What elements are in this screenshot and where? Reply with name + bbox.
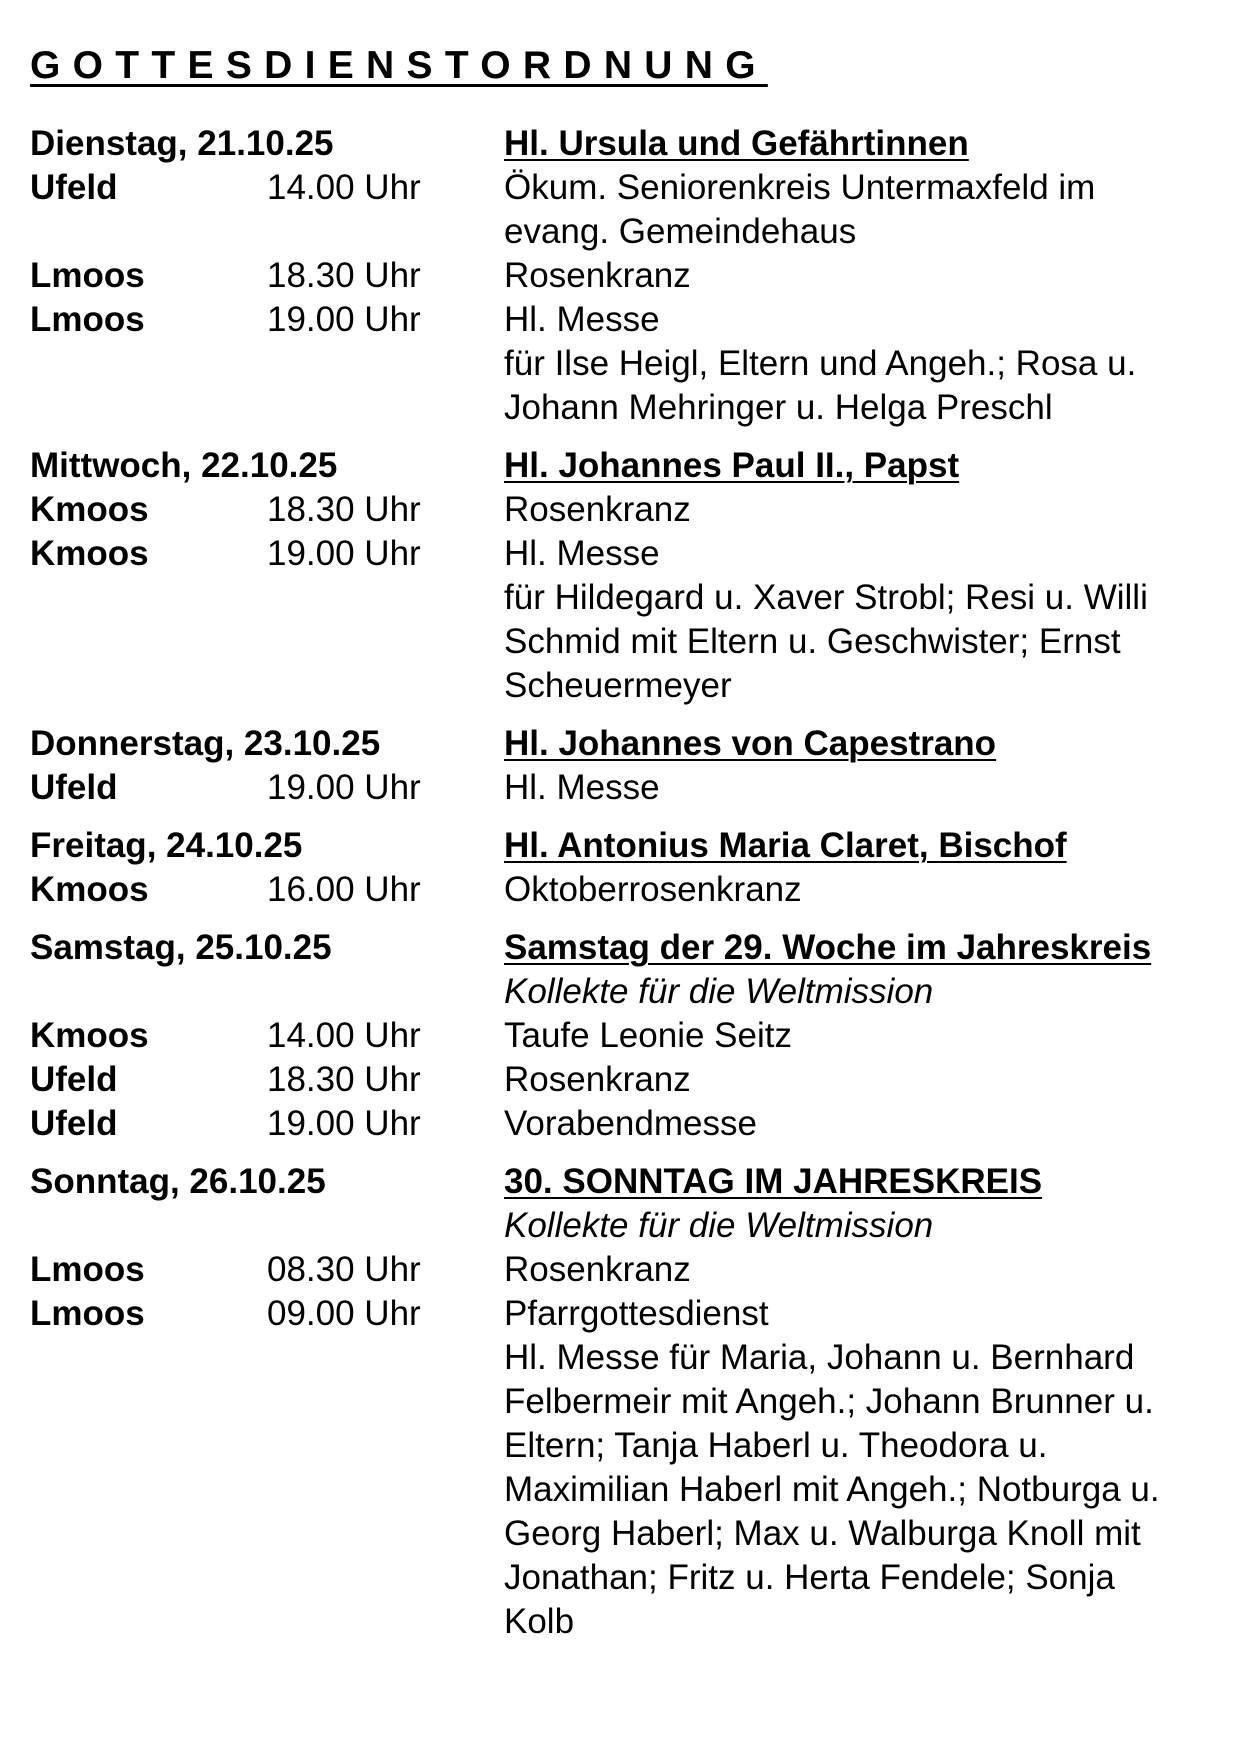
service-place: Lmoos	[30, 256, 145, 295]
collection-note: Kollekte für die Weltmission	[504, 972, 934, 1011]
service-time: 18.30 Uhr	[267, 1060, 421, 1099]
service-row	[30, 166, 1220, 210]
service-detail-row	[30, 1556, 1220, 1600]
service-description: Hl. Messe	[504, 534, 660, 573]
service-place: Lmoos	[30, 300, 145, 339]
service-description: Rosenkranz	[504, 490, 691, 529]
page-title: GOTTESDIENSTORDNUNG	[30, 44, 768, 87]
service-description: für Ilse Heigl, Eltern und Angeh.; Rosa u.	[504, 344, 1137, 383]
service-time: 19.00 Uhr	[267, 1104, 421, 1143]
feast-title: Hl. Ursula und Gefährtinnen	[504, 124, 969, 163]
service-place: Lmoos	[30, 1250, 145, 1289]
service-time: 19.00 Uhr	[267, 300, 421, 339]
service-row	[30, 766, 1220, 810]
service-description: Jonathan; Fritz u. Herta Fendele; Sonja	[504, 1558, 1115, 1597]
service-description: Rosenkranz	[504, 1060, 691, 1099]
service-description: Vorabendmesse	[504, 1104, 757, 1143]
service-description: Felbermeir mit Angeh.; Johann Brunner u.	[504, 1382, 1154, 1421]
service-row	[30, 488, 1220, 532]
service-place: Ufeld	[30, 768, 118, 807]
day-heading: Freitag, 24.10.25	[30, 826, 303, 865]
service-row	[30, 1014, 1220, 1058]
day-heading: Dienstag, 21.10.25	[30, 124, 334, 163]
service-time: 18.30 Uhr	[267, 256, 421, 295]
service-time: 19.00 Uhr	[267, 534, 421, 573]
service-row	[30, 868, 1220, 912]
day-heading: Samstag, 25.10.25	[30, 928, 332, 967]
day-heading-row	[30, 444, 1220, 488]
service-description: Rosenkranz	[504, 1250, 691, 1289]
day-heading-row	[30, 926, 1220, 970]
service-description: Georg Haberl; Max u. Walburga Knoll mit	[504, 1514, 1141, 1553]
service-description: Pfarrgottesdienst	[504, 1294, 769, 1333]
day-block	[30, 926, 1220, 1146]
service-place: Lmoos	[30, 1294, 145, 1333]
service-place: Kmoos	[30, 1016, 149, 1055]
day-heading: Donnerstag, 23.10.25	[30, 724, 381, 763]
feast-title: Samstag der 29. Woche im Jahreskreis	[504, 928, 1152, 967]
service-detail-row	[30, 1468, 1220, 1512]
service-description: Ökum. Seniorenkreis Untermaxfeld im	[504, 168, 1096, 207]
service-row	[30, 298, 1220, 342]
day-block	[30, 722, 1220, 810]
service-description: Hl. Messe	[504, 300, 660, 339]
service-detail-row	[30, 1424, 1220, 1468]
collection-note-row	[30, 970, 1220, 1014]
day-block	[30, 1160, 1220, 1644]
service-detail-row	[30, 576, 1220, 620]
service-description: evang. Gemeindehaus	[504, 212, 857, 251]
service-row	[30, 532, 1220, 576]
collection-note-row	[30, 1204, 1220, 1248]
service-detail-row	[30, 1512, 1220, 1556]
day-block	[30, 122, 1220, 430]
service-time: 09.00 Uhr	[267, 1294, 421, 1333]
service-time: 14.00 Uhr	[267, 1016, 421, 1055]
service-time: 18.30 Uhr	[267, 490, 421, 529]
collection-note: Kollekte für die Weltmission	[504, 1206, 934, 1245]
service-row	[30, 1102, 1220, 1146]
day-heading-row	[30, 824, 1220, 868]
service-description: Rosenkranz	[504, 256, 691, 295]
service-time: 19.00 Uhr	[267, 768, 421, 807]
service-description: Taufe Leonie Seitz	[504, 1016, 792, 1055]
service-detail-row	[30, 620, 1220, 664]
service-place: Ufeld	[30, 1060, 118, 1099]
feast-title: Hl. Antonius Maria Claret, Bischof	[504, 826, 1067, 865]
service-detail-row	[30, 1336, 1220, 1380]
service-row	[30, 1248, 1220, 1292]
service-description: Schmid mit Eltern u. Geschwister; Ernst	[504, 622, 1121, 661]
service-place: Ufeld	[30, 168, 118, 207]
day-heading-row	[30, 1160, 1220, 1204]
service-description: Oktoberrosenkranz	[504, 870, 802, 909]
service-row	[30, 254, 1220, 298]
day-heading: Sonntag, 26.10.25	[30, 1162, 326, 1201]
service-detail-row	[30, 342, 1220, 386]
service-description: Kolb	[504, 1602, 575, 1641]
day-heading-row	[30, 122, 1220, 166]
schedule-list	[30, 122, 1220, 1644]
day-block	[30, 444, 1220, 708]
service-detail-row	[30, 1380, 1220, 1424]
service-description: für Hildegard u. Xaver Strobl; Resi u. Willi	[504, 578, 1148, 617]
feast-title: 30. SONNTAG IM JAHRESKREIS	[504, 1162, 1043, 1201]
feast-title: Hl. Johannes von Capestrano	[504, 724, 997, 763]
service-place: Ufeld	[30, 1104, 118, 1143]
service-time: 16.00 Uhr	[267, 870, 421, 909]
service-place: Kmoos	[30, 870, 149, 909]
service-description: Hl. Messe	[504, 768, 660, 807]
day-heading: Mittwoch, 22.10.25	[30, 446, 338, 485]
day-block	[30, 824, 1220, 912]
service-time: 14.00 Uhr	[267, 168, 421, 207]
service-detail-row	[30, 386, 1220, 430]
service-place: Kmoos	[30, 490, 149, 529]
day-heading-row	[30, 722, 1220, 766]
service-description: Hl. Messe für Maria, Johann u. Bernhard	[504, 1338, 1135, 1377]
feast-title: Hl. Johannes Paul II., Papst	[504, 446, 960, 485]
service-row	[30, 1292, 1220, 1336]
service-detail-row	[30, 664, 1220, 708]
service-description: Maximilian Haberl mit Angeh.; Notburga u.	[504, 1470, 1160, 1509]
service-description: Scheuermeyer	[504, 666, 732, 705]
service-time: 08.30 Uhr	[267, 1250, 421, 1289]
service-description: Johann Mehringer u. Helga Preschl	[504, 388, 1053, 427]
service-detail-row	[30, 1600, 1220, 1644]
service-place: Kmoos	[30, 534, 149, 573]
service-description: Eltern; Tanja Haberl u. Theodora u.	[504, 1426, 1048, 1465]
service-row	[30, 1058, 1220, 1102]
service-detail-row	[30, 210, 1220, 254]
